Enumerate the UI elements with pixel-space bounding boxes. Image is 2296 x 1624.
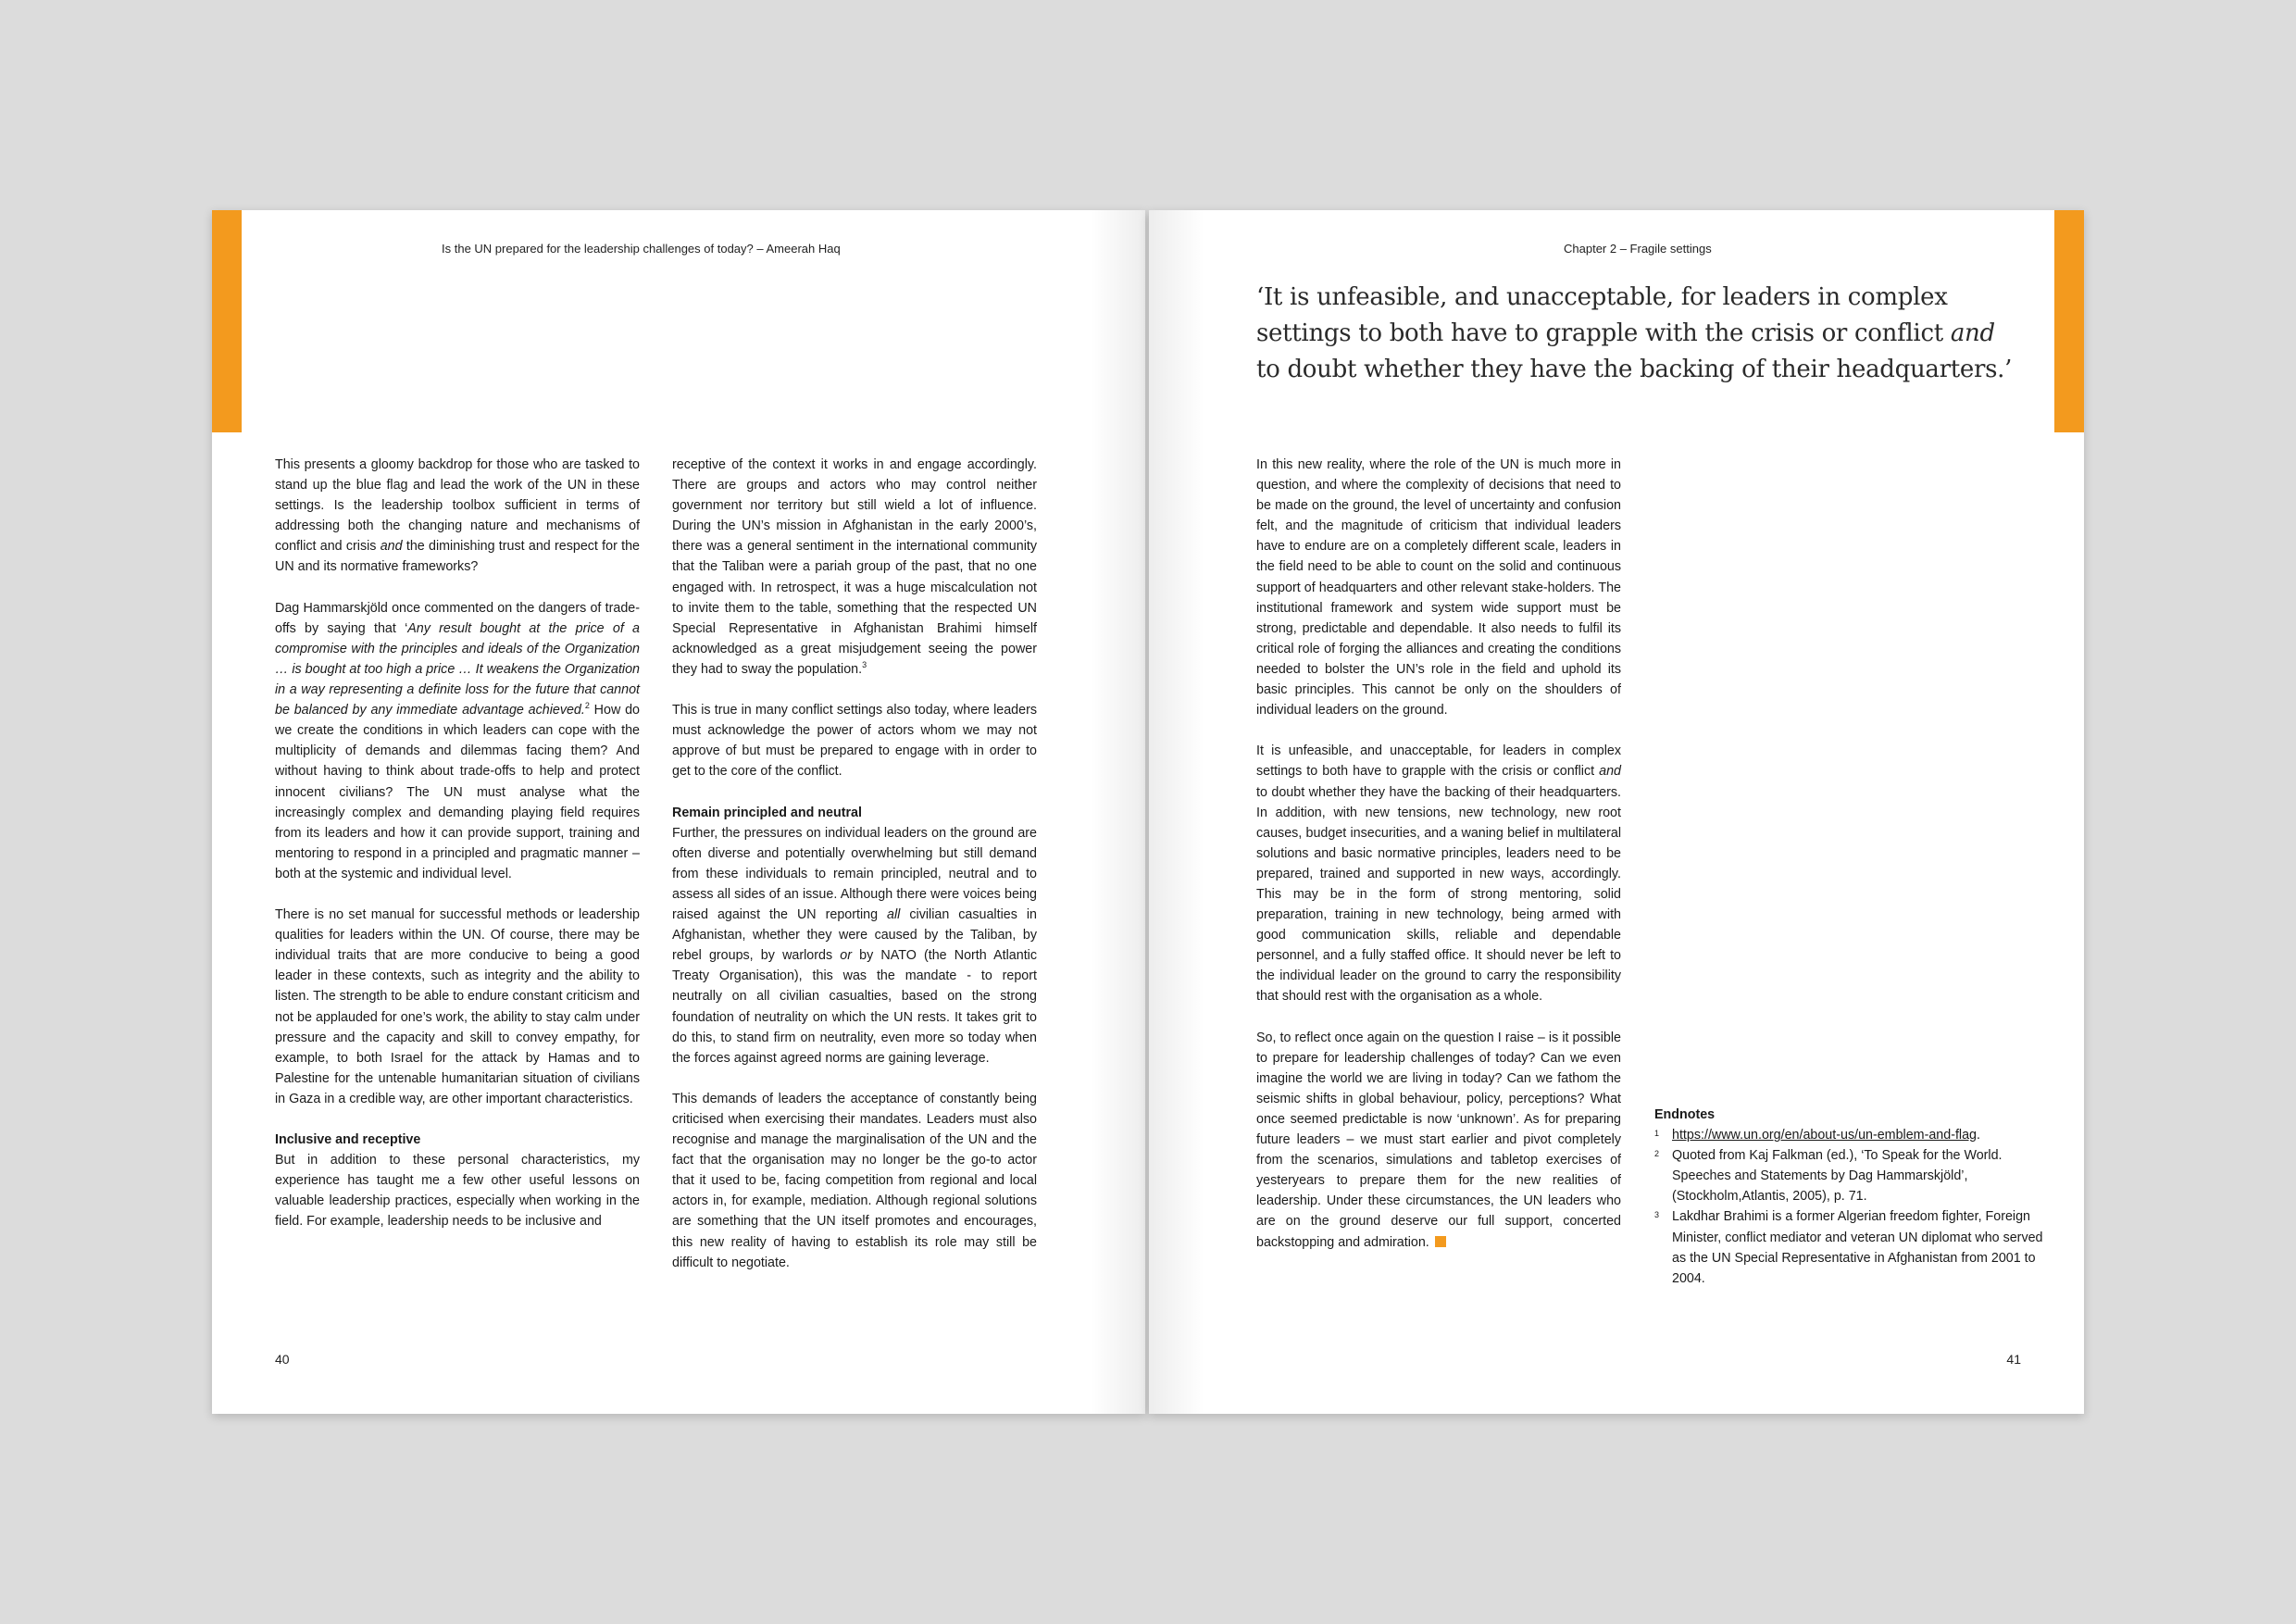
page-number: 41 bbox=[2006, 1352, 2021, 1367]
running-head: Chapter 2 – Fragile settings bbox=[1564, 242, 1712, 256]
paragraph: Dag Hammarskjöld once commented on the dangers of trade-offs by saying that ‘Any result bought at the price of a compromise with the principles and ideals of the Organization … is bought at too high a price … It weakens the Organization in a way representing a definite loss for the future that cannot be balanced by any immediate advantage achieved.$^2$ How do we create the conditions in which leaders can cope with the multiplicity of demands and dilemmas facing them? And without having to think about trade-offs to help and protect innocent civilians? The UN must analyse what the increasingly complex and demanding playing field requires from its leaders and how it can provide support, training and mentoring to respond in a principled and pragmatic manner – both at the systemic and individual level. bbox=[275, 600, 640, 881]
running-head: Is the UN prepared for the leadership challenges of today? – Ameerah Haq bbox=[442, 242, 841, 256]
left-page bbox=[212, 210, 1145, 1414]
orange-tab bbox=[2054, 210, 2084, 432]
paragraph: This is true in many conflict settings also today, where leaders must acknowledge the power of actors whom we may not approve of but must be prepared to engage with in order to get to the core of the conflict. bbox=[672, 703, 1037, 780]
endnotes-title: Endnotes bbox=[1654, 1107, 1716, 1122]
paragraph: Further, the pressures on individual leaders on the ground are often diverse and potentially overwhelming but still demand from these individuals to remain principled, neutral and to assess all sides of an issue. Although there were voices being raised against the UN reporting all civilian casualties in Afghanistan, whether they were caused by the Taliban, by rebel groups, by warlords or by NATO (the North Atlantic Treaty Organisation), this was the mandate - to report neutrally on all civilian casualties, based on the strong foundation of neutrality on which the UN rests. It takes grit to do this, to stand firm on neutrality, even more so today when the forces against agreed norms are gaining leverage. bbox=[672, 825, 1037, 1066]
paragraph: So, to reflect once again on the question I raise – is it possible to prepare for leadership challenges of today? Can we even imagine the world we are living in today? Can we fathom the seismic shifts in global behaviour, policy, perceptions? What once seemed predictable is now ‘unknown’. As for preparing future leaders – we must start earlier and pivot completely from the scenarios, simulations and tabletop exercises of yesteryears to prepare them for the new realities of leadership. Under these circumstances, the UN leaders who are on the ground deserve our full support, concerted backstopping and admiration. bbox=[1256, 1030, 1621, 1250]
paragraph: This demands of leaders the acceptance of constantly being criticised when exercising their mandates. Leaders must also recognise and manage the marginalisation of the UN and the fact that the organisation may no longer be the go-to actor that it used to be, facing competition from regional and local actors in, for example, mediation. Although regional solutions are something that the UN itself promotes and encourages, this new reality of having to establish its role may still be difficult to negotiate. bbox=[672, 1091, 1037, 1270]
pull-quote: ‘It is unfeasible, and unacceptable, for leaders in complex settings to both have to grapple with the crisis or conflict and to doubt whether they have the backing of their headquarters.’ bbox=[1256, 283, 2013, 383]
text-column-1 bbox=[275, 455, 640, 1253]
gutter-shadow bbox=[1149, 210, 1204, 1414]
footnote-ref: 2 bbox=[584, 701, 590, 711]
paragraph: It is unfeasible, and unacceptable, for leaders in complex settings to both have to grapple with the crisis or conflict and to doubt whether they have the backing of their headquarters. In addition, with new tensions, new technology, new root causes, budget insecurities, and a waning belief in multilateral solutions and basic normative principles, leaders need to be prepared, trained and supported in new ways, accordingly. This may be in the form of strong mentoring, solid preparation, training in new technology, being armed with good communication skills, reliable and dependable personnel, and a fully staffed office. It should never be left to the individual leader on the ground to carry the responsibility that should rest with the organisation as a whole. bbox=[1256, 743, 1621, 1005]
endnote-item: 2 Quoted from Kaj Falkman (ed.), ‘To Speak for the World. Speeches and Statements by Dag Hammarskjöld’, (Stockholm,Atlantis, 2005), p. 71. bbox=[1654, 1148, 2003, 1205]
paragraph: receptive of the context it works in and engage accordingly. There are groups and actors who may control neither government nor territory but still wield a lot of influence. During the UN’s mission in Afghanistan in the early 2000’s, there was a general sentiment in the international community that the Taliban were a pariah group of the past, that no one engaged with. In retrospect, it was a huge miscalculation not to invite them to the table, something that the respected UN Special Representative in Afghanistan Brahimi himself acknowledged as a great misjudgement seeing the power they had to sway the population.$^3$ bbox=[672, 457, 1037, 677]
endnote-item: 1 https://www.un.org/en/about-us/un-emblem-and-flag. bbox=[1654, 1128, 1980, 1143]
endnote-item: 3 Lakdhar Brahimi is a former Algerian freedom fighter, Foreign Minister, conflict mediator and veteran UN diplomat who served as the UN Special Representative in Afghanistan from 2001 to 2004. bbox=[1654, 1209, 2043, 1286]
footnote-ref: 3 bbox=[862, 660, 867, 670]
paragraph: This presents a gloomy backdrop for those who are tasked to stand up the blue flag and lead the work of the UN in these settings. Is the leadership toolbox sufficient in terms of addressing both the changing nature and mechanisms of conflict and crisis and the diminishing trust and respect for the UN and its normative frameworks? bbox=[275, 457, 640, 575]
right-page bbox=[1149, 210, 2084, 1414]
page-number: 40 bbox=[275, 1352, 290, 1367]
paragraph: There is no set manual for successful methods or leadership qualities for leaders within the UN. Of course, there may be individual traits that are more conducive to being a good leader in these contexts, such as integrity and the ability to listen. The strength to be able to endure constant criticism and not be applauded for one’s work, the ability to stay calm under pressure and the capacity and skill to convey empathy, for example, to both Israel for the attack by Hamas and to Palestine for the untenable humanitarian situation of civilians in Gaza in a credible way, are other important characteristics. bbox=[275, 907, 640, 1106]
text-column-1 bbox=[1256, 455, 1621, 1273]
section-heading: Inclusive and receptive bbox=[275, 1132, 421, 1148]
book-spread bbox=[212, 210, 2084, 1414]
gutter-shadow bbox=[1090, 210, 1145, 1414]
section-heading: Remain principled and neutral bbox=[672, 805, 862, 820]
paragraph: But in addition to these personal characteristics, my experience has taught me a few other useful lessons on valuable leadership practices, especially when working in the field. For example, leadership needs to be inclusive and bbox=[275, 1153, 640, 1230]
end-mark bbox=[1435, 1236, 1446, 1247]
endnotes bbox=[1654, 1105, 2043, 1289]
orange-tab bbox=[212, 210, 242, 432]
endnote-link[interactable]: https://www.un.org/en/about-us/un-emblem-and-flag bbox=[1672, 1128, 1978, 1143]
text-column-2 bbox=[672, 455, 1037, 1293]
paragraph: In this new reality, where the role of the UN is much more in question, and where the complexity of decisions that need to be made on the ground, the level of uncertainty and confusion felt, and the magnitude of criticism that individual leaders have to endure are on a completely different scale, leaders in the field need to be able to count on the solid and continuous support of headquarters and other relevant stake-holders. The institutional framework and system wide support must be strong, predictable and dependable. It also needs to fulfil its critical role of forging the alliances and creating the conditions needed to bolster the UN’s role in the field and uphold its basic principles. This cannot be only on the shoulders of individual leaders on the ground. bbox=[1256, 457, 1621, 718]
